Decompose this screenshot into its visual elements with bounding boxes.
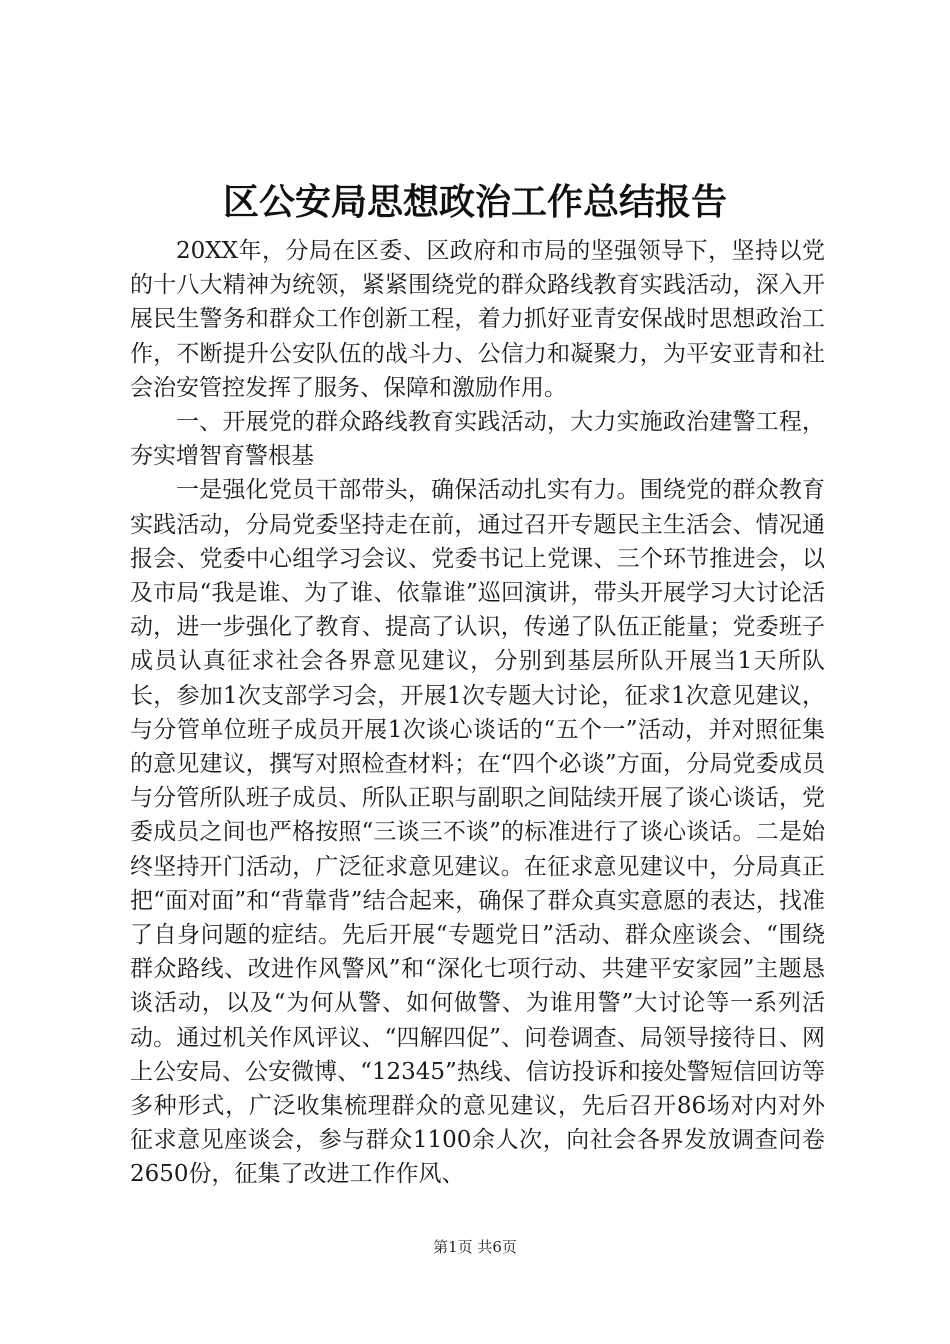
document-body	[130, 234, 825, 1192]
paragraph-section-heading: 一、开展党的群众路线教育实践活动，大力实施政治建警工程，夯实增智育警根基	[130, 409, 825, 470]
paragraph-section-body: 一是强化党员干部带头，确保活动扎实有力。围绕党的群众教育实践活动，分局党委坚持走在前，通过召开专题民主生活会、情况通报会、党委中心组学习会议、党委书记上党课、三个环节推进会，以及市局“我是谁、为了谁、依靠谁”巡回演讲，带头开展学习大讨论活动，进一步强化了教育、提高了认识，传递了队伍正能量；党委班子成员认真征求社会各界意见建议，分别到基层所队开展当1天所队长，参加1次支部学习会，开展1次专题大讨论，征求1次意见建议，与分管单位班子成员开展1次谈心谈话的“五个一”活动，并对照征集的意见建议，撰写对照检查材料；在“四个必谈”方面，分局党委成员与分管所队班子成员、所队正职与副职之间陆续开展了谈心谈话，党委成员之间也严格按照“三谈三不谈”的标准进行了谈心谈话。二是始终坚持开门活动，广泛征求意见建议。在征求意见建议中，分局真正把“面对面”和“背靠背”结合起来，确保了群众真实意愿的表达，找准了自身问题的症结。先后开展“专题党日”活动、群众座谈会、“围绕群众路线、改进作风警风”和“深化七项行动、共建平安家园”主题恳谈活动，以及“为何从警、如何做警、为谁用警”大讨论等一系列活动。通过机关作风评议、“四解四促”、问卷调查、局领导接待日、网上公安局、公安微博、“12345”热线、信访投诉和接处警短信回访等多种形式，广泛收集梳理群众的意见建议，先后召开86场对内对外征求意见座谈会，参与群众1100余人次，向社会各界发放调查问卷2650份，征集了改进工作作风、	[130, 477, 825, 1188]
paragraph-intro: 20XX年，分局在区委、区政府和市局的坚强领导下，坚持以党的十八大精神为统领，紧紧围绕党的群众路线教育实践活动，深入开展民生警务和群众工作创新工程，着力抓好亚青安保战时思想政治工作，不断提升公安队伍的战斗力、公信力和凝聚力，为平安亚青和社会治安管控发挥了服务、保障和激励作用。	[130, 238, 825, 401]
document-title: 区公安局思想政治工作总结报告	[222, 181, 727, 223]
page-number-footer: 第1页 共6页	[433, 1238, 517, 1256]
